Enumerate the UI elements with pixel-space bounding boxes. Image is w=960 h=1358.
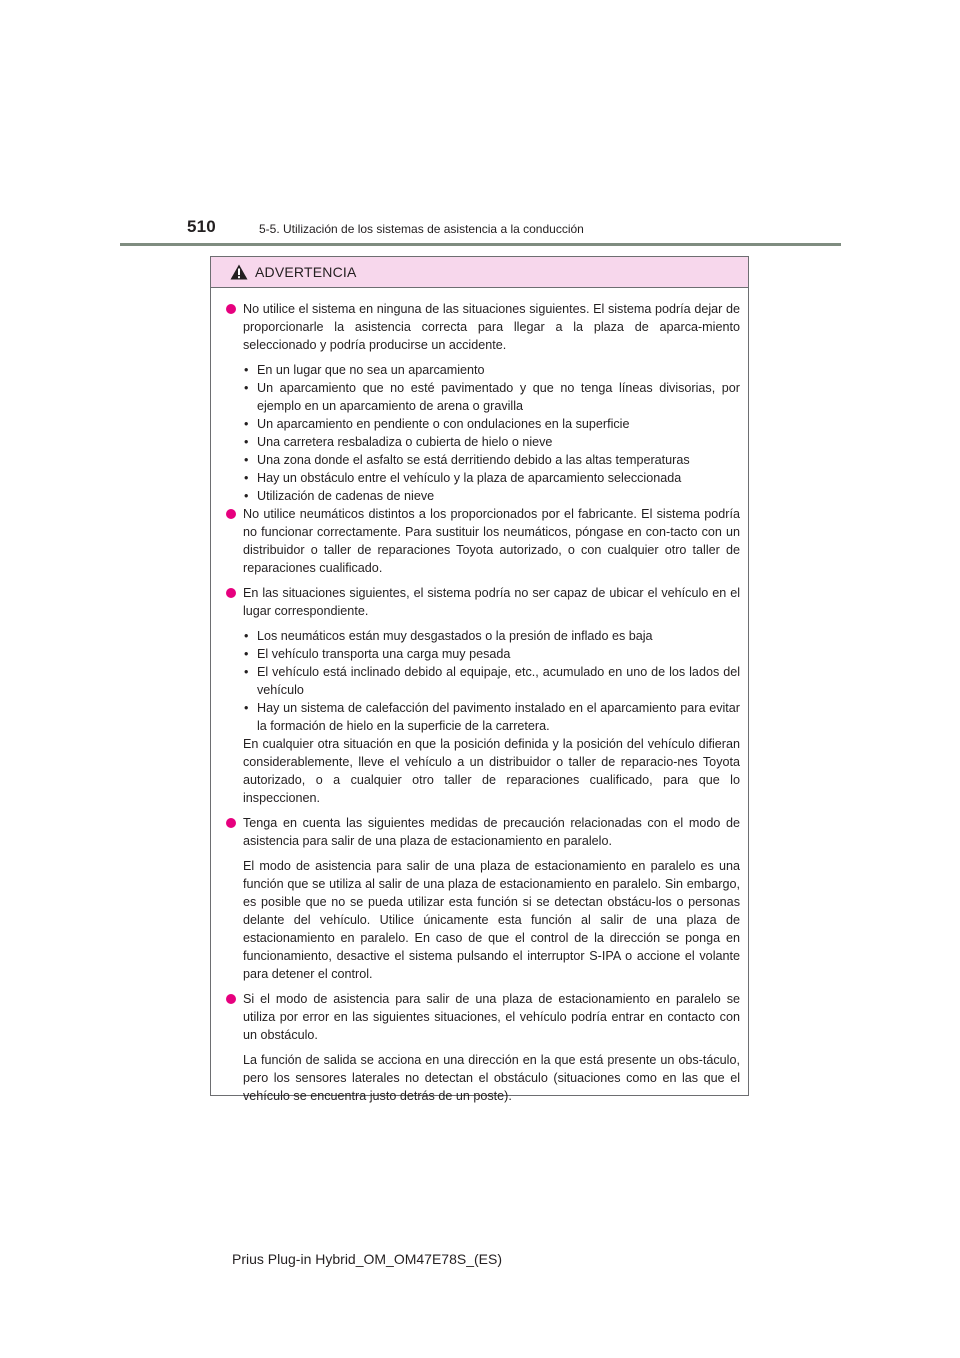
list-item: • En un lugar que no sea un aparcamiento: [243, 361, 740, 379]
list-item: • Una zona donde el asfalto se está derritiendo debido a las altas temperaturas: [243, 451, 740, 469]
item-text: No utilice el sistema en ninguna de las situaciones siguientes. El sistema podría dejar de proporcionarle la asistencia correcta para llegar a la plaza de aparca-miento seleccionado y podría producirse un accidente.: [243, 302, 740, 352]
bullet-icon: [226, 588, 236, 598]
warning-item: [222, 990, 740, 1044]
item-text: Tenga en cuenta las siguientes medidas de precaución relacionadas con el modo de asistencia para salir de una plaza de estacionamiento en paralelo.: [243, 816, 740, 848]
bullet-icon: [226, 818, 236, 828]
sublist: [243, 627, 740, 735]
item-text: En las situaciones siguientes, el sistema podría no ser capaz de ubicar el vehículo en el lugar correspondiente.: [243, 586, 740, 618]
page-number: 510: [187, 217, 216, 236]
warning-title: ADVERTENCIA: [255, 264, 357, 280]
list-item: • Una carretera resbaladiza o cubierta de hielo o nieve: [243, 433, 740, 451]
header-rule: [120, 243, 841, 246]
bullet-icon: [226, 994, 236, 1004]
sublist: [243, 361, 740, 505]
list-item: • Un aparcamiento en pendiente o con ondulaciones en la superficie: [243, 415, 740, 433]
bullet-icon: [226, 509, 236, 519]
list-item: • Hay un obstáculo entre el vehículo y la plaza de aparcamiento seleccionada: [243, 469, 740, 487]
paragraph: El modo de asistencia para salir de una plaza de estacionamiento en paralelo es una función que se utiliza al salir de una plaza de estacionamiento en paralelo. Sin embargo, es posible que no se pueda utilizar esta función si se detectan obstácu-los o personas delante del vehículo. Utilice únicamente esta función al salir de una plaza de estacionamiento en paralelo. En caso de que el control de la dirección se ponga en funcionamiento, desactive el sistema pulsando el interruptor S-IPA o accione el volante para detener el control.: [243, 859, 740, 981]
paragraph: En cualquier otra situación en que la posición definida y la posición del vehículo difieran considerablemente, lleve el vehículo a un distribuidor o taller de reparacio-nes Toyota autorizado, o a cualquier otro taller de reparaciones cualificado, para que lo inspeccionen.: [243, 737, 740, 805]
warning-item: [222, 505, 740, 577]
list-item: • El vehículo transporta una carga muy pesada: [243, 645, 740, 663]
warning-item: [222, 814, 740, 850]
warning-header: [211, 257, 748, 288]
list-item: • Utilización de cadenas de nieve: [243, 487, 740, 505]
item-text: No utilice neumáticos distintos a los proporcionados por el fabricante. El sistema podría no funcionar correctamente. Para sustituir los neumáticos, póngase en con-tacto con un distribuidor o taller de reparaciones Toyota autorizado, o con cualquier otro taller de reparaciones cualificado.: [243, 507, 740, 575]
list-item: • Los neumáticos están muy desgastados o la presión de inflado es baja: [243, 627, 740, 645]
warning-triangle-icon: [230, 264, 248, 280]
warning-body: [211, 288, 748, 1105]
item-text: Si el modo de asistencia para salir de una plaza de estacionamiento en paralelo se utiliza por error en las siguientes situaciones, el vehículo podría entrar en contacto con un obstáculo.: [243, 992, 740, 1042]
list-item: • Un aparcamiento que no esté pavimentado y que no tenga líneas divisorias, por ejemplo en un aparcamiento de arena o gravilla: [243, 379, 740, 415]
section-title: 5-5. Utilización de los sistemas de asistencia a la conducción: [259, 222, 584, 236]
list-item: • Hay un sistema de calefacción del pavimento instalado en el aparcamiento para evitar la formación de hielo en la superficie de la carretera.: [243, 699, 740, 735]
warning-box: [210, 256, 749, 1103]
warning-item: [222, 584, 740, 620]
bullet-icon: [226, 304, 236, 314]
warning-item: [222, 300, 740, 361]
list-item: • El vehículo está inclinado debido al equipaje, etc., acumulado en uno de los lados del vehículo: [243, 663, 740, 699]
paragraph: La función de salida se acciona en una dirección en la que está presente un obs-táculo, pero los sensores laterales no detectan el obstáculo (situaciones como en las que el vehículo se encuentra justo detrás de un poste).: [243, 1053, 740, 1103]
footer-manual-id: Prius Plug-in Hybrid_OM_OM47E78S_(ES): [232, 1251, 502, 1267]
